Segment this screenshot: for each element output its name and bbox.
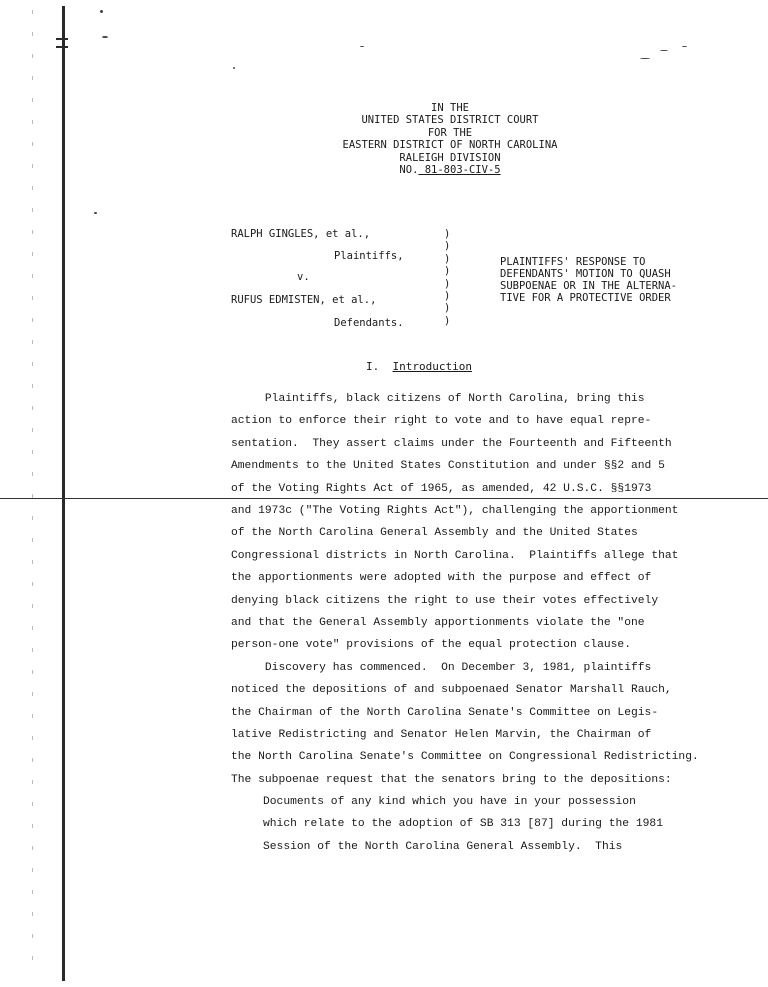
court-heading [300, 102, 600, 176]
motion-title-line: SUBPOENAE OR IN THE ALTERNA- [500, 280, 678, 292]
binder-line [62, 6, 65, 981]
caption-parentheses [444, 228, 456, 327]
section-heading [366, 360, 472, 373]
paren: ) [444, 314, 451, 327]
quote-line: Documents of any kind which you have in your possession [263, 796, 636, 808]
body-line: and 1973c ("The Voting Rights Act"), challenging the apportionment [231, 505, 679, 517]
section-number: I. [366, 360, 380, 373]
body-line: and that the General Assembly apportionments violate the "one [231, 617, 645, 629]
horizontal-scan-line [0, 498, 768, 499]
plaintiff-name: RALPH GINGLES, et al., [231, 228, 371, 240]
heading-line: RALEIGH DIVISION [399, 151, 501, 164]
case-prefix: NO. [399, 164, 419, 177]
motion-title-line: PLAINTIFFS' RESPONSE TO [500, 256, 646, 268]
body-line: the North Carolina Senate's Committee on Congressional Redistricting. [231, 751, 699, 764]
body-line: of the Voting Rights Act of 1965, as amended, 42 U.S.C. §§1973 [231, 482, 652, 495]
scan-speck [682, 46, 687, 47]
body-line: the apportionments were adopted with the purpose and effect of [231, 572, 652, 585]
quote-line: which relate to the adoption of SB 313 [87] during the 1981 [263, 818, 663, 831]
versus: v. [297, 271, 310, 283]
plaintiff-role: Plaintiffs, [334, 250, 404, 262]
paren: ) [444, 265, 451, 278]
defendant-name: RUFUS EDMISTEN, et al., [231, 294, 377, 306]
paren: ) [444, 228, 451, 240]
paren: ) [444, 240, 451, 253]
defendant-role: Defendants. [334, 317, 404, 329]
motion-title-line: TIVE FOR A PROTECTIVE ORDER [500, 292, 671, 304]
heading-line: UNITED STATES DISTRICT COURT [361, 114, 539, 127]
binder-tick [56, 38, 68, 40]
scan-edge-dots [32, 10, 33, 970]
case-number: 81-803-CIV-5 [418, 164, 501, 177]
motion-title-line: DEFENDANTS' MOTION TO QUASH [500, 268, 671, 280]
binder-tick [56, 46, 68, 48]
paren: ) [444, 252, 451, 265]
scan-speck [360, 46, 364, 47]
body-line: The subpoenae request that the senators bring to the depositions: [231, 773, 672, 786]
scan-speck [102, 36, 108, 38]
quote-line: Session of the North Carolina General Assembly. This [263, 840, 623, 853]
heading-line: FOR THE [427, 126, 473, 139]
scan-speck [660, 50, 668, 51]
body-line: noticed the depositions of and subpoenaed Senator Marshall Rauch, [231, 684, 672, 697]
body-line: Discovery has commenced. On December 3, 1981, plaintiffs [231, 661, 652, 674]
body-line: of the North Carolina General Assembly and the United States [231, 527, 638, 540]
body-line: lative Redistricting and Senator Helen Marvin, the Chairman of [231, 729, 652, 741]
motion-title [500, 256, 677, 304]
body-line: action to enforce their right to vote and to have equal repre- [231, 415, 652, 428]
body-line: denying black citizens the right to use their votes effectively [231, 594, 659, 607]
section-title: Introduction [392, 360, 472, 373]
scan-speck [94, 212, 97, 214]
scan-speck [100, 10, 103, 13]
body-line: Amendments to the United States Constitution and under §§2 and 5 [231, 460, 665, 473]
case-number-line [300, 164, 600, 176]
paren: ) [444, 277, 451, 290]
paren: ) [444, 302, 451, 315]
body-line: sentation. They assert claims under the Fourteenth and Fifteenth [231, 437, 672, 450]
body-line: Congressional districts in North Carolina. Plaintiffs allege that [231, 549, 679, 562]
body-line: the Chairman of the North Carolina Senate's Committee on Legis- [231, 706, 659, 719]
heading-line: IN THE [431, 102, 469, 114]
scan-speck [640, 58, 650, 59]
scan-speck [233, 67, 235, 69]
body-line: person-one vote" provisions of the equal protection clause. [231, 639, 631, 652]
heading-line: EASTERN DISTRICT OF NORTH CAROLINA [342, 139, 558, 152]
body-line: Plaintiffs, black citizens of North Carolina, bring this [231, 393, 645, 405]
paren: ) [444, 289, 451, 302]
